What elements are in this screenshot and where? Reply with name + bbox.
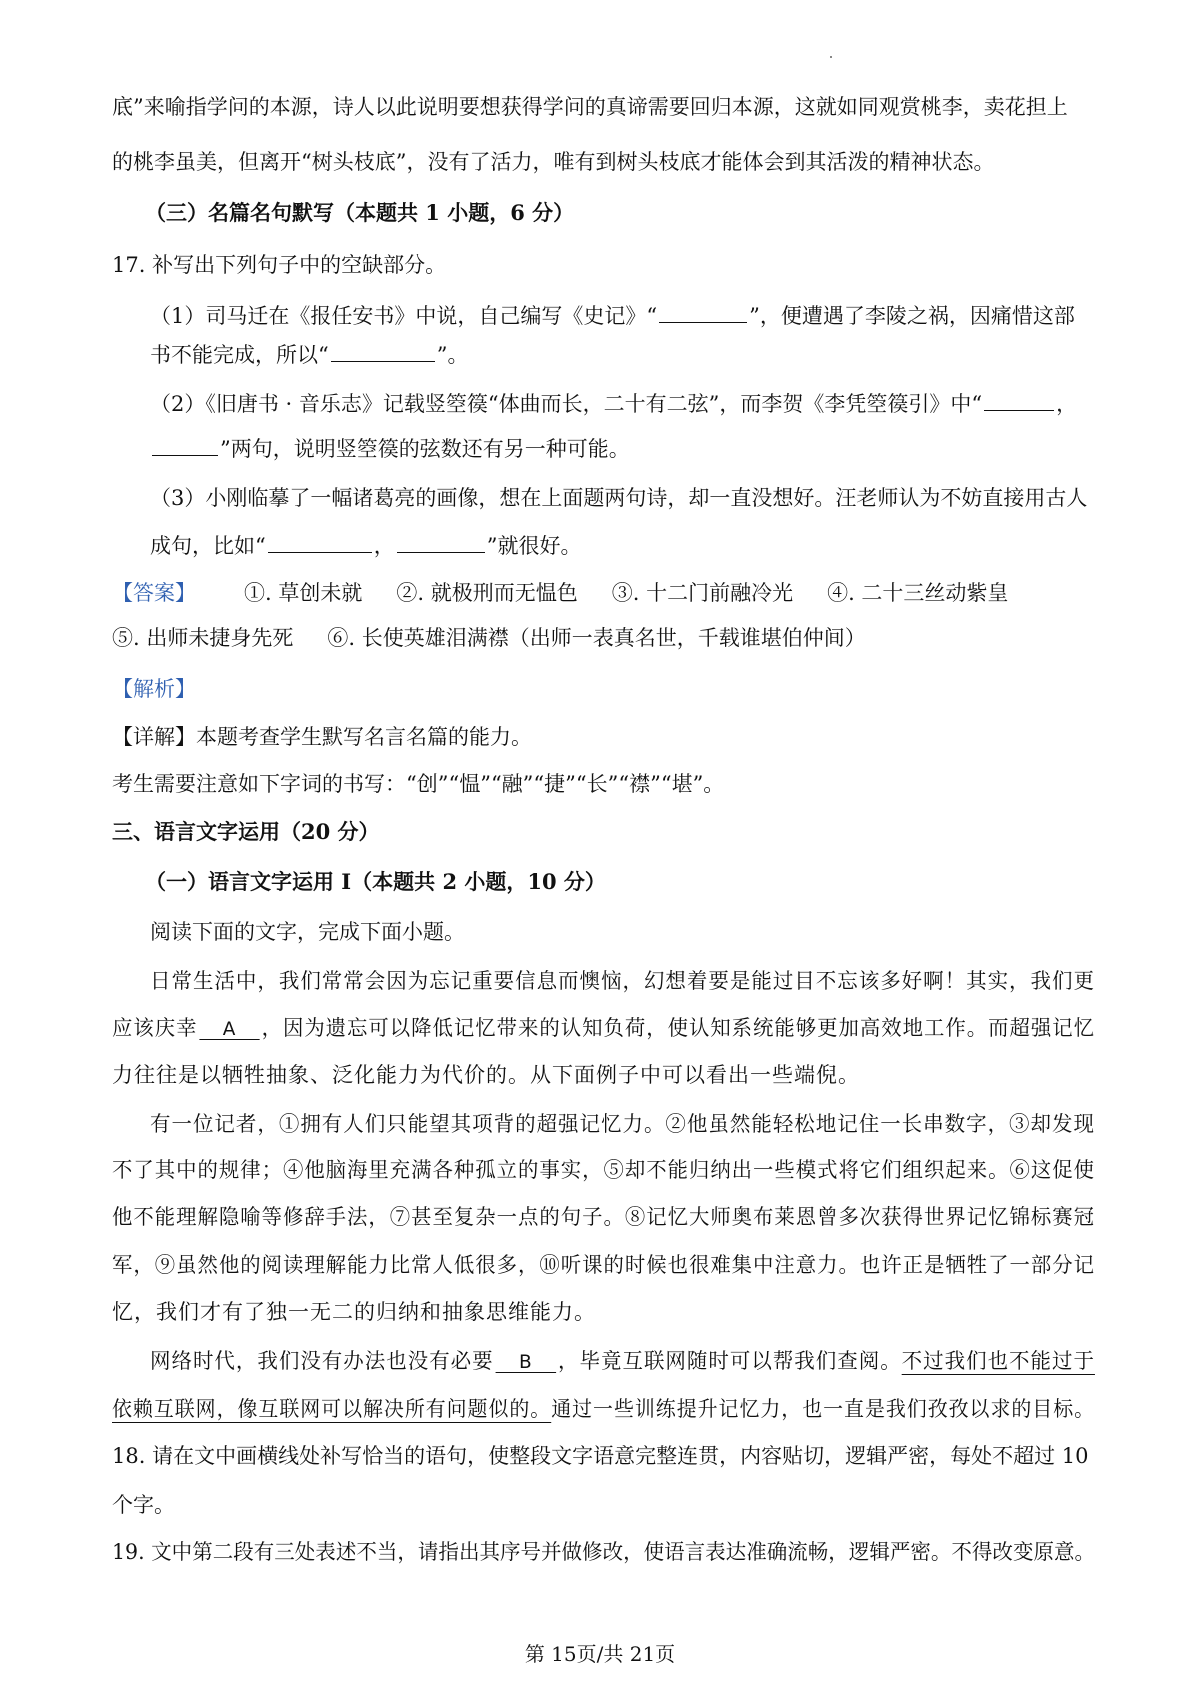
item-text: （3）小刚临摹了一幅诸葛亮的画像，想在上面题两句诗，却一直没想好。汪老师认为不妨直接用古人 <box>150 486 1088 510</box>
question-17-item-2-cont <box>150 434 630 464</box>
passage-line <box>112 1013 1095 1043</box>
answer-row-2 <box>112 623 866 653</box>
answer-blank <box>397 532 485 553</box>
question-17-item-1 <box>150 301 1075 331</box>
item-text: 成句，比如“ <box>150 534 266 558</box>
answer-item: ③. 十二门前融冷光 <box>611 581 794 605</box>
question-19: 19. 文中第二段有三处表述不当，请指出其序号并做修改，使语言表达准确流畅，逻辑严密。不得改变原意。 <box>112 1540 1096 1564</box>
question-17-stem: 17. 补写出下列句子中的空缺部分。 <box>112 253 447 277</box>
passage-line: 他不能理解隐喻等修辞手法，⑦甚至复杂一点的句子。⑧记忆大师奥布莱恩曾多次获得世界记忆锦标赛冠 <box>112 1205 1095 1229</box>
scan-speck <box>830 56 832 58</box>
passage-line: 有一位记者，①拥有人们只能望其项背的超强记忆力。②他虽然能轻松地记住一长串数字，③却发现 <box>150 1112 1095 1136</box>
page-footer: 第 15页/共 21页 <box>524 1642 676 1666</box>
passage-line: 日常生活中，我们常常会因为忘记重要信息而懊恼，幻想着要是能过目不忘该多好啊！其实，我们更 <box>150 969 1095 993</box>
analysis-label: 【解析】 <box>112 677 196 701</box>
item-text: ， <box>373 534 395 558</box>
detail-line: 【详解】本题考查学生默写名言名篇的能力。 <box>112 725 532 749</box>
section-heading: （三）名篇名句默写（本题共 1 小题，6 分） <box>145 200 575 225</box>
passage-text: 通过一些训练提升记忆力，也一直是我们孜孜以求的目标。 <box>551 1397 1096 1421</box>
answer-item: ④. 二十三丝动紫皇 <box>827 581 1009 605</box>
blank-a: A <box>199 1019 259 1040</box>
answer-label: 【答案】 <box>112 581 196 605</box>
item-text: ”就很好。 <box>486 534 582 558</box>
paragraph-line: 底”来喻指学问的本源，诗人以此说明要想获得学问的真谛需要回归本源，这就如同观赏桃李，卖花担上 <box>112 95 1068 119</box>
subsection-heading: （一）语言文字运用 Ⅰ（本题共 2 小题，10 分） <box>145 869 606 894</box>
item-text: ， <box>1056 392 1078 416</box>
passage-text: 应该庆幸 <box>112 1016 198 1040</box>
detail-line: 考生需要注意如下字词的书写：“创”“愠”“融”“捷”“长”“襟”“堪”。 <box>112 772 725 796</box>
passage-line: 军，⑨虽然他的阅读理解能力比常人低很多，⑩听课的时候也很难集中注意力。也许正是牺牲了一部分记 <box>112 1253 1095 1277</box>
passage-line: 不了其中的规律；④他脑海里充满各种孤立的事实，⑤却不能归纳出一些模式将它们组织起来。⑥这促使 <box>112 1158 1095 1182</box>
passage-line <box>150 1346 1095 1376</box>
question-17-item-1-cont <box>150 340 469 370</box>
blank-b: B <box>496 1352 557 1373</box>
item-text: 书不能完成，所以“ <box>150 343 329 367</box>
item-text: （1）司马迁在《报任安书》中说，自己编写《史记》“ <box>150 304 658 328</box>
passage-text: ，毕竟互联网随时可以帮我们查阅。 <box>558 1349 902 1373</box>
item-text: （2）《旧唐书 · 音乐志》记载竖箜篌“体曲而长，二十有二弦”，而李贺《李凭箜篌引》中“ <box>150 392 983 416</box>
answer-item: ②. 就极刑而无愠色 <box>396 581 578 605</box>
part-heading: 三、语言文字运用（20 分） <box>112 819 380 844</box>
instruction: 阅读下面的文字，完成下面小题。 <box>150 920 465 944</box>
question-17-item-3 <box>150 483 1087 513</box>
underlined-sentence: 不过我们也不能过于 <box>901 1349 1095 1373</box>
item-text: ”，便遭遇了李陵之祸，因痛惜这部 <box>749 304 1075 328</box>
question-18-cont: 个字。 <box>112 1493 175 1517</box>
question-17-item-2 <box>150 389 1077 419</box>
answer-row-1 <box>112 578 1008 608</box>
answer-item: ①. 草创未就 <box>244 581 363 605</box>
paragraph-line: 的桃李虽美，但离开“树头枝底”，没有了活力，唯有到树头枝底才能体会到其活泼的精神状态。 <box>112 150 995 174</box>
answer-item: ⑤. 出师未捷身先死 <box>112 626 294 650</box>
answer-blank <box>659 302 747 323</box>
answer-blank <box>984 390 1054 411</box>
answer-blank <box>331 341 435 362</box>
answer-item: ⑥. 长使英雄泪满襟（出师一表真名世，千载谁堪伯仲间） <box>327 626 866 650</box>
passage-line <box>112 1394 1095 1424</box>
passage-line: 忆，我们才有了独一无二的归纳和抽象思维能力。 <box>112 1300 596 1324</box>
passage-text: 网络时代，我们没有办法也没有必要 <box>150 1349 494 1373</box>
item-text: ”两句，说明竖箜篌的弦数还有另一种可能。 <box>220 437 630 461</box>
answer-blank <box>152 435 218 456</box>
underlined-sentence: 依赖互联网，像互联网可以解决所有问题似的。 <box>112 1397 552 1421</box>
item-text: ”。 <box>436 343 469 367</box>
question-17-item-3-cont <box>150 531 582 561</box>
passage-line: 力往往是以牺牲抽象、泛化能力为代价的。从下面例子中可以看出一些端倪。 <box>112 1063 860 1087</box>
passage-text: ，因为遗忘可以降低记忆带来的认知负荷，使认知系统能够更加高效地工作。而超强记忆 <box>261 1016 1095 1040</box>
answer-blank <box>268 532 372 553</box>
question-18: 18. 请在文中画横线处补写恰当的语句，使整段文字语意完整连贯，内容贴切，逻辑严密，每处不超过 10 <box>112 1444 1089 1468</box>
